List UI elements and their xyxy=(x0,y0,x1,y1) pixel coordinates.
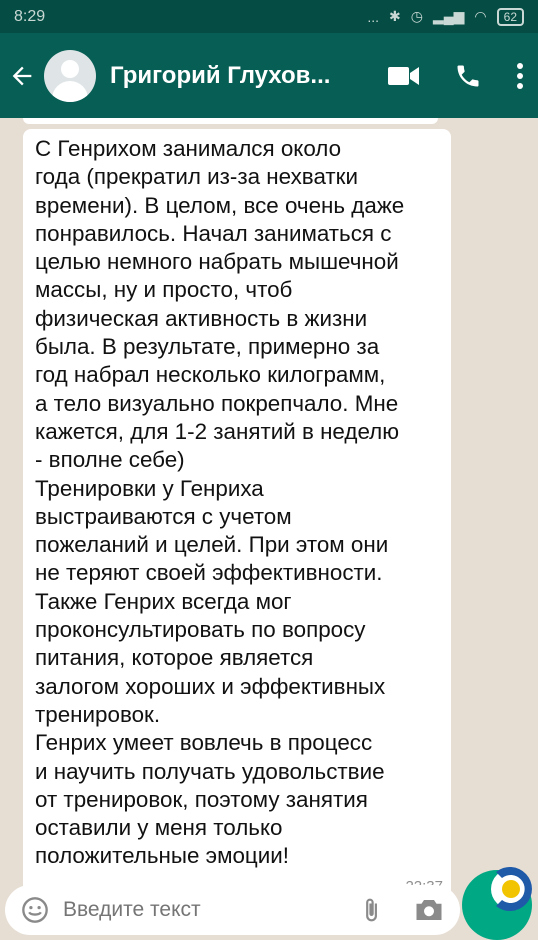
message-input[interactable] xyxy=(61,897,315,923)
back-button[interactable] xyxy=(8,62,44,90)
message-bubble[interactable] xyxy=(23,129,451,899)
watermark-logo xyxy=(486,862,532,916)
alarm-icon: ◷ xyxy=(410,8,423,24)
chat-area[interactable] xyxy=(0,118,538,920)
video-camera-icon[interactable] xyxy=(388,65,420,87)
chat-header xyxy=(0,33,538,118)
previous-message-bubble xyxy=(23,118,438,124)
signal-icon: ▂▄▆ xyxy=(432,8,465,24)
wifi-icon: ◠ xyxy=(474,8,487,24)
status-time: 8:29 xyxy=(14,7,46,25)
bluetooth-icon: ✱ xyxy=(389,8,401,24)
message-text: С Генрихом занимался около года (прекратил из-за нехватки времени). В целом, все очень даже понравилось. Начал заниматься с целью немного набрать мышечной массы, ну и просто, чтоб физическая активность в жизни была. В результате, примерно за год набрал несколько килограмм, а тело визуально покрепчало. Мне кажется, для 1-2 занятий в неделю - вполне себе) Тренировки у Генриха выстраиваются с учетом пожеланий и целей. При этом они не теряют своей эффективности. Также Генрих всегда мог проконсультировать по вопросу питания, которое является залогом хороших и эффективных тренировок. Генрих умеет вовлечь в процесс и научить получать удовольствие от тренировок, поэтому занятия оставили у меня только положительные эмоции! xyxy=(35,136,405,869)
phone-icon[interactable] xyxy=(454,62,482,90)
status-icons xyxy=(367,8,524,26)
contact-name[interactable]: Григорий Глухов... xyxy=(110,61,331,89)
notification-dots: ... xyxy=(367,8,380,25)
message-input-bar[interactable] xyxy=(5,885,460,935)
camera-icon[interactable] xyxy=(414,897,444,923)
kebab-menu-icon[interactable] xyxy=(516,62,524,90)
header-actions xyxy=(388,62,524,90)
status-bar xyxy=(0,0,538,33)
arrow-left-icon xyxy=(8,62,36,90)
battery-indicator: 62 xyxy=(497,8,524,26)
avatar[interactable] xyxy=(44,50,96,102)
